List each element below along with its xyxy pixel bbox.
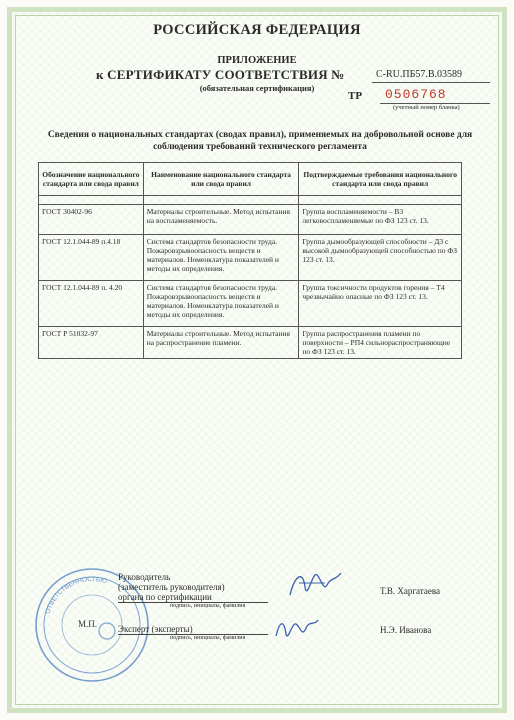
table-row — [39, 281, 462, 327]
name-cell: Материалы строительные. Метод испытания на воспламеняемость. — [143, 205, 299, 235]
designation-cell: ГОСТ 12.1.044-89 п. 4.20 — [39, 281, 144, 327]
stamp-mp-text: М.П. — [78, 619, 98, 629]
head-signature — [285, 565, 345, 605]
name-cell: Система стандартов безопасности труда. Пожаровзрывоопасность веществ и материалов. Номенклатура показателей и методы их определения. — [143, 281, 299, 327]
column-header: Наименование национального стандарта или свода правил — [143, 163, 299, 196]
head-name: Т.В. Харгатаева — [380, 586, 440, 596]
designation-cell: ГОСТ 12.1.044-89 п.4.18 — [39, 235, 144, 281]
serial-number: 0506768 — [385, 87, 447, 102]
appendix-title: ПРИЛОЖЕНИЕ — [217, 55, 297, 66]
requirement-cell: Группа токсичности продуктов горения – Т4 чрезвычайно опасные по ФЗ 123 ст. 13. — [299, 281, 462, 327]
certificate-heading: к СЕРТИФИКАТУ СООТВЕТСТВИЯ № — [96, 67, 345, 82]
table-row — [39, 235, 462, 281]
certificate-number: С-RU.ПБ57.В.03589 — [376, 69, 463, 80]
tp-label: ТР — [348, 90, 363, 102]
expert-title: Эксперт (эксперты) — [118, 624, 193, 634]
requirement-cell: Группа дымообразующей способности – Д3 с высокой дымообразующей способностью по ФЗ 123 ст. 13. — [299, 235, 462, 281]
name-cell: Система стандартов безопасности труда. Пожаровзрывоопасность веществ и материалов. Номенклатура показателей и методы их определения. — [143, 235, 299, 281]
expert-name: Н.Э. Иванова — [380, 625, 432, 635]
head-caption: подпись, инициалы, фамилия — [170, 603, 246, 609]
serial-note: (учетный номер бланка) — [393, 104, 460, 111]
section-heading: Сведения о национальных стандартах (сводах правил), применяемых на добровольной основе для соблюдения требований технического регламента — [47, 130, 473, 152]
designation-cell: ГОСТ Р 51032-97 — [39, 327, 144, 359]
table-row — [39, 327, 462, 359]
designation-cell: ГОСТ 30402-96 — [39, 205, 144, 235]
head-title-line1: Руководитель — [118, 572, 171, 582]
stamp-ring-text: ОТВЕТСТВЕННОСТЬЮ — [44, 575, 108, 615]
column-header: Подтверждаемые требования национального стандарта или свода правил — [299, 163, 462, 196]
requirement-cell: Группа воспламеняемости – В3 легковоспламеняемые по ФЗ 123 ст. 13. — [299, 205, 462, 235]
requirement-cell: Группа распространения пламени по поверхности – РП4 сильнораспространяющие по ФЗ 123 ст. 13. — [299, 327, 462, 359]
name-cell: Материалы строительные. Метод испытания на распространение пламени. — [143, 327, 299, 359]
table-header-row — [39, 163, 462, 196]
head-title-line2: (заместитель руководителя) — [118, 582, 225, 592]
head-title-line3: органа по сертификации — [118, 592, 212, 602]
standards-table — [38, 162, 462, 359]
table-row — [39, 205, 462, 235]
expert-caption: подпись, инициалы, фамилия — [170, 635, 246, 641]
mandatory-note: (обязательная сертификация) — [199, 83, 315, 93]
expert-signature — [272, 614, 322, 644]
country-title: РОССИЙСКАЯ ФЕДЕРАЦИЯ — [153, 22, 361, 38]
column-header: Обозначение национального стандарта или свода правил — [39, 163, 144, 196]
